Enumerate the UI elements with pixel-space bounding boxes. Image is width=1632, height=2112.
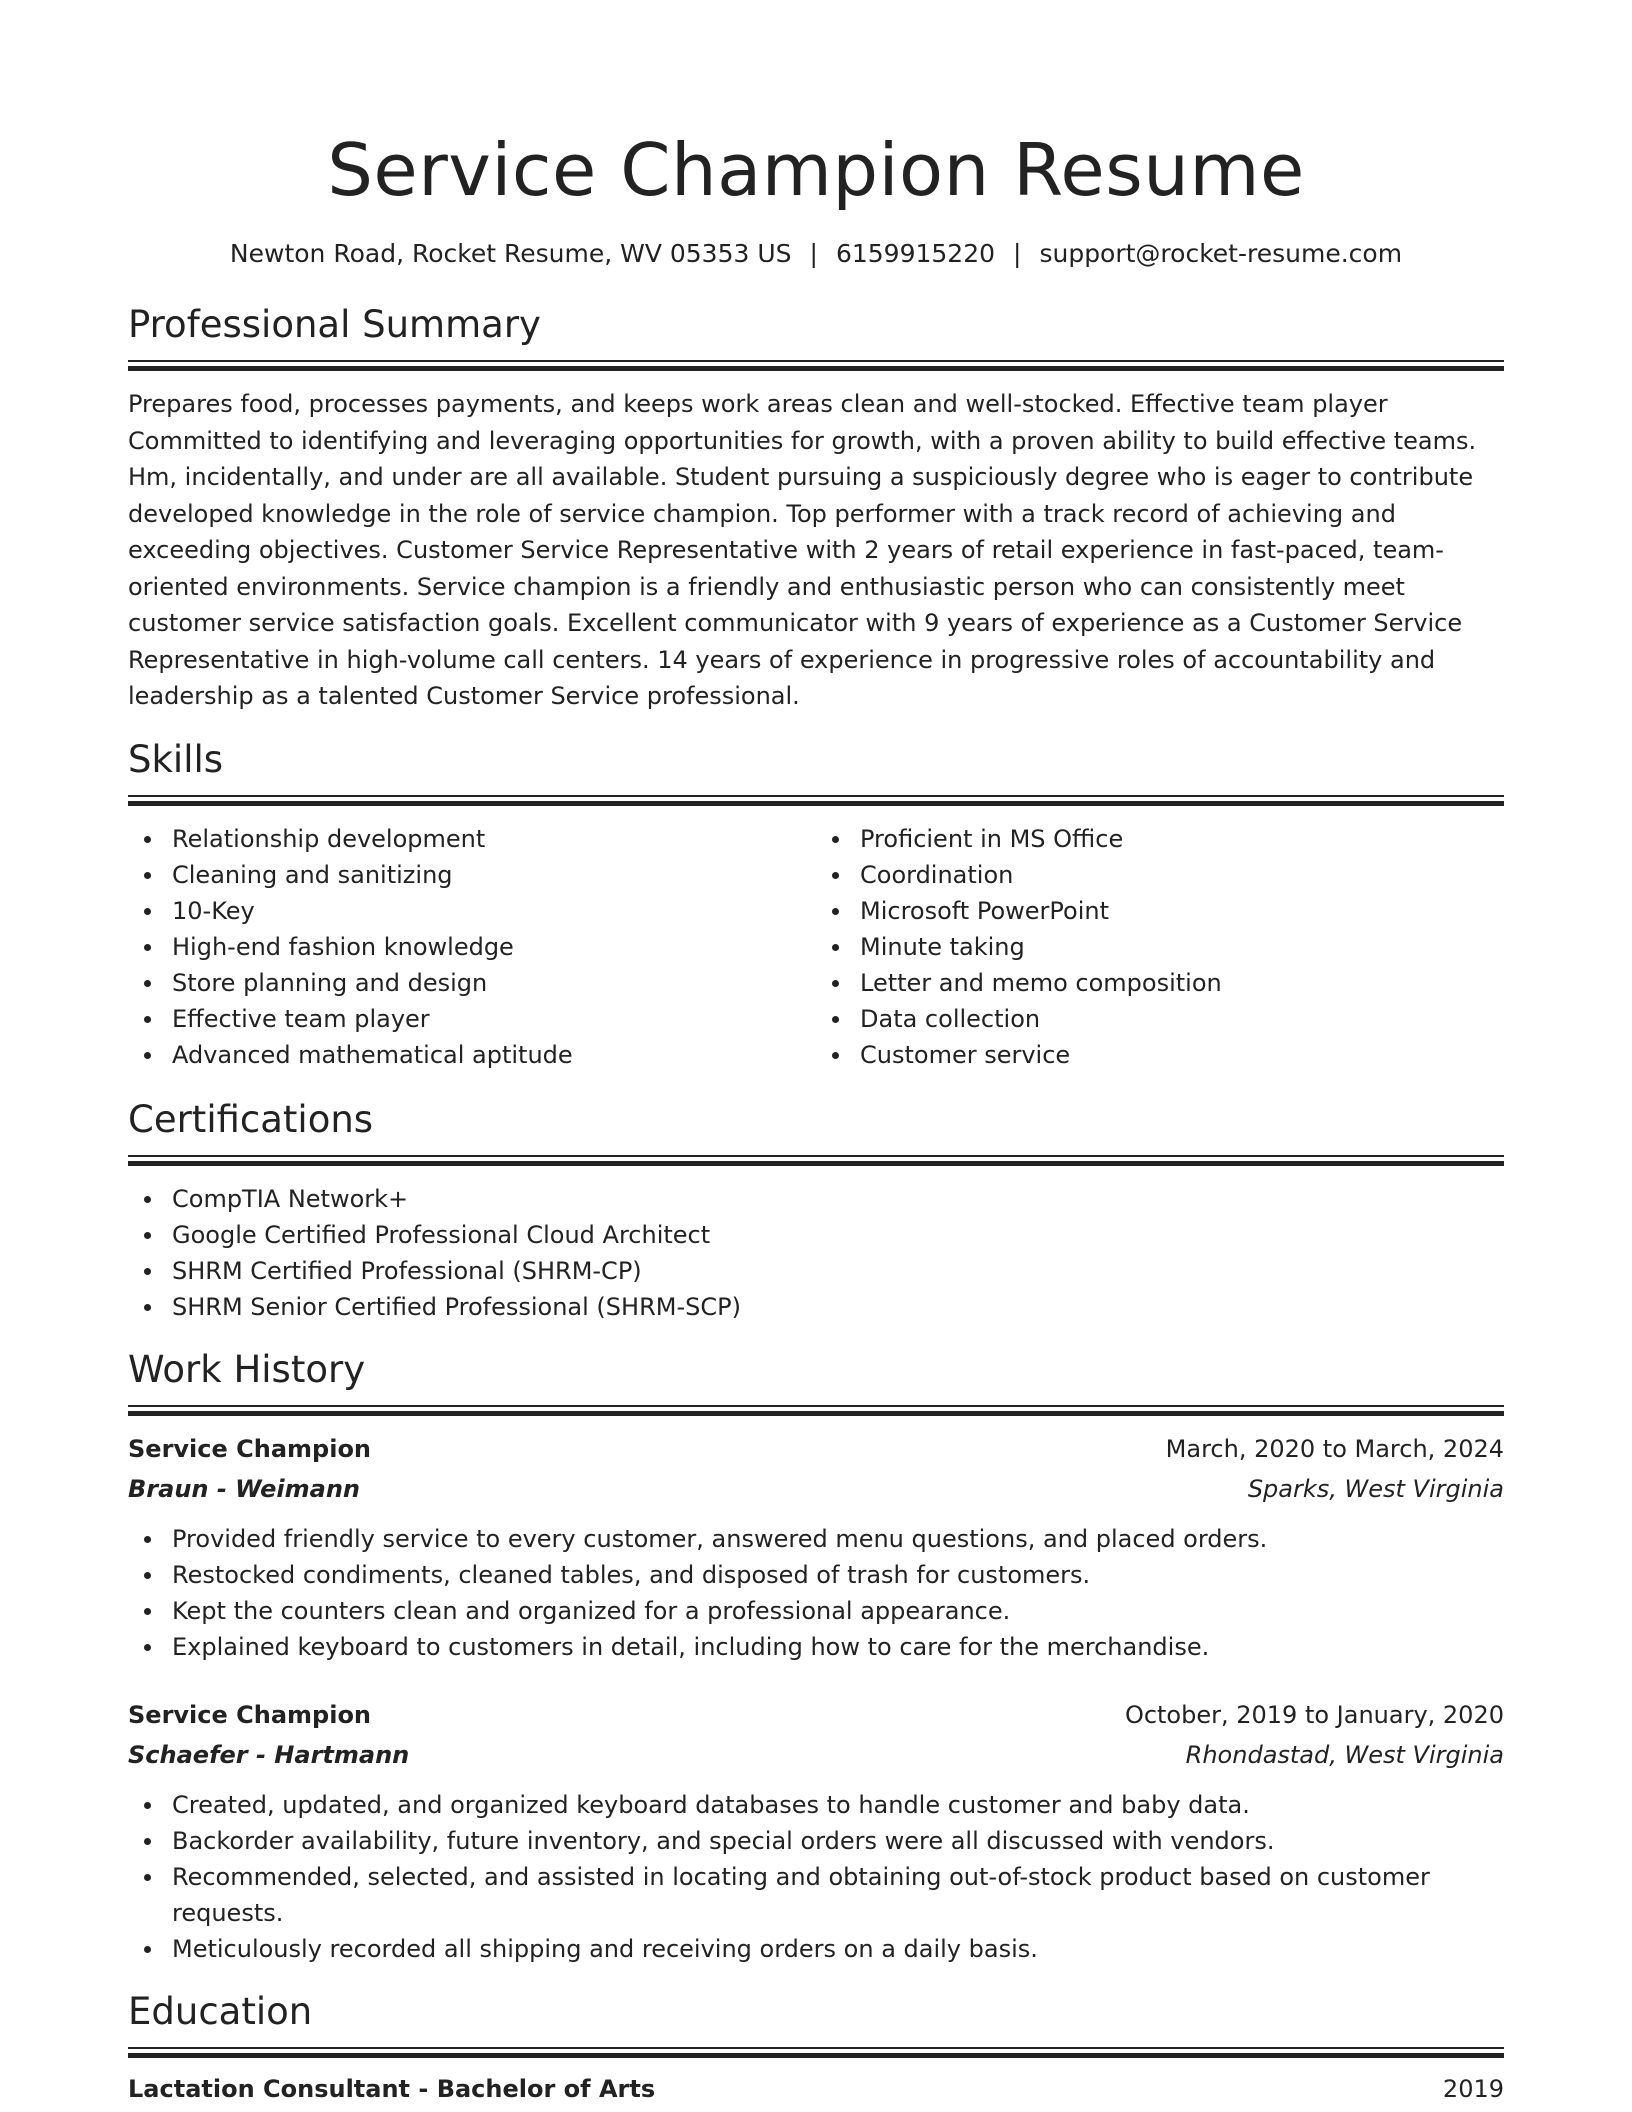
skill-item: Cleaning and sanitizing xyxy=(128,857,816,893)
section-divider xyxy=(128,2047,1504,2059)
job-title: Service Champion xyxy=(128,1434,372,1463)
job-bullet: Meticulously recorded all shipping and receiving orders on a daily basis. xyxy=(128,1931,1504,1967)
contact-address: Newton Road, Rocket Resume, WV 05353 US xyxy=(229,239,792,268)
skill-item: Microsoft PowerPoint xyxy=(816,893,1504,929)
certification-item: CompTIA Network+ xyxy=(128,1181,1504,1217)
section-divider xyxy=(128,795,1504,807)
skill-item: Minute taking xyxy=(816,929,1504,965)
education-section xyxy=(128,1989,1504,2107)
education-degree: Lactation Consultant - Bachelor of Arts xyxy=(128,2074,656,2103)
skill-item: Advanced mathematical aptitude xyxy=(128,1037,816,1073)
job-entry xyxy=(128,1429,1504,1665)
job-bullets xyxy=(128,1787,1504,1967)
job-location: Rhondastad, West Virginia xyxy=(1185,1740,1504,1769)
job-subheader xyxy=(128,1735,1504,1775)
skill-item: Store planning and design xyxy=(128,965,816,1001)
skill-item: Proficient in MS Office xyxy=(816,821,1504,857)
section-heading-certifications: Certifications xyxy=(128,1097,374,1141)
job-dates: March, 2020 to March, 2024 xyxy=(1165,1434,1504,1463)
contact-phone: 6159915220 xyxy=(835,239,996,268)
contact-email: support@rocket-resume.com xyxy=(1039,239,1403,268)
skills-section xyxy=(128,737,1504,1073)
job-bullet: Recommended, selected, and assisted in locating and obtaining out-of-stock product based on customer requests. xyxy=(128,1859,1504,1931)
section-divider xyxy=(128,360,1504,372)
section-heading-work-history: Work History xyxy=(128,1347,366,1391)
contact-line xyxy=(128,238,1504,270)
section-divider xyxy=(128,1405,1504,1417)
skill-item: Letter and memo composition xyxy=(816,965,1504,1001)
skill-item: Data collection xyxy=(816,1001,1504,1037)
job-bullet: Backorder availability, future inventory, and special orders were all discussed with vendors. xyxy=(128,1823,1504,1859)
skill-item: Coordination xyxy=(816,857,1504,893)
skill-item: High-end fashion knowledge xyxy=(128,929,816,965)
job-company: Braun - Weimann xyxy=(128,1474,360,1503)
resume-title: Service Champion Resume xyxy=(327,128,1305,212)
job-header xyxy=(128,1695,1504,1735)
job-location: Sparks, West Virginia xyxy=(1247,1474,1504,1503)
certifications-section xyxy=(128,1097,1504,1325)
skills-left-column xyxy=(128,821,816,1073)
section-heading-summary: Professional Summary xyxy=(128,303,541,346)
contact-separator: | xyxy=(1013,239,1022,268)
job-bullet: Restocked condiments, cleaned tables, and disposed of trash for customers. xyxy=(128,1557,1504,1593)
job-bullet: Provided friendly service to every customer, answered menu questions, and placed orders. xyxy=(128,1521,1504,1557)
job-entry xyxy=(128,1695,1504,1967)
job-company: Schaefer - Hartmann xyxy=(128,1740,410,1769)
job-bullet: Kept the counters clean and organized for a professional appearance. xyxy=(128,1593,1504,1629)
certification-item: Google Certified Professional Cloud Architect xyxy=(128,1217,1504,1253)
job-bullet: Explained keyboard to customers in detail, including how to care for the merchandise. xyxy=(128,1629,1504,1665)
education-entry xyxy=(128,2071,1504,2107)
contact-separator: | xyxy=(809,239,818,268)
summary-text: Prepares food, processes payments, and keeps work areas clean and well-stocked. Effective team player Committed to identifying and leveraging opportunities for growth, with a proven ability to build effective teams. Hm, incidentally, and under are all available. Student pursuing a suspiciously degree who is eager to contribute developed knowledge in the role of service champion. Top performer with a track record of achieving and exceeding objectives. Customer Service Representative with 2 years of retail experience in fast-paced, team-oriented environments. Service champion is a friendly and enthusiastic person who can consistently meet customer service satisfaction goals. Excellent communicator with 9 years of experience as a Customer Service Representative in high-volume call centers. 14 years of experience in progressive roles of accountability and leadership as a talented Customer Service professional. xyxy=(128,390,1477,710)
section-divider xyxy=(128,1155,1504,1167)
job-dates: October, 2019 to January, 2020 xyxy=(1124,1700,1504,1729)
job-title: Service Champion xyxy=(128,1700,372,1729)
job-subheader xyxy=(128,1469,1504,1509)
certification-item: SHRM Certified Professional (SHRM-CP) xyxy=(128,1253,1504,1289)
certification-item: SHRM Senior Certified Professional (SHRM-SCP) xyxy=(128,1289,1504,1325)
certifications-list xyxy=(128,1181,1504,1325)
summary-section xyxy=(128,302,1504,715)
job-bullet: Created, updated, and organized keyboard databases to handle customer and baby data. xyxy=(128,1787,1504,1823)
skills-right-column xyxy=(816,821,1504,1073)
skills-grid xyxy=(128,821,1504,1073)
work-history-section xyxy=(128,1347,1504,1967)
section-heading-education: Education xyxy=(128,1989,313,2033)
skill-item: Customer service xyxy=(816,1037,1504,1073)
skill-item: Effective team player xyxy=(128,1001,816,1037)
section-heading-skills: Skills xyxy=(128,737,224,781)
skill-item: Relationship development xyxy=(128,821,816,857)
skill-item: 10-Key xyxy=(128,893,816,929)
education-year: 2019 xyxy=(1442,2074,1504,2103)
job-header xyxy=(128,1429,1504,1469)
job-bullets xyxy=(128,1521,1504,1665)
